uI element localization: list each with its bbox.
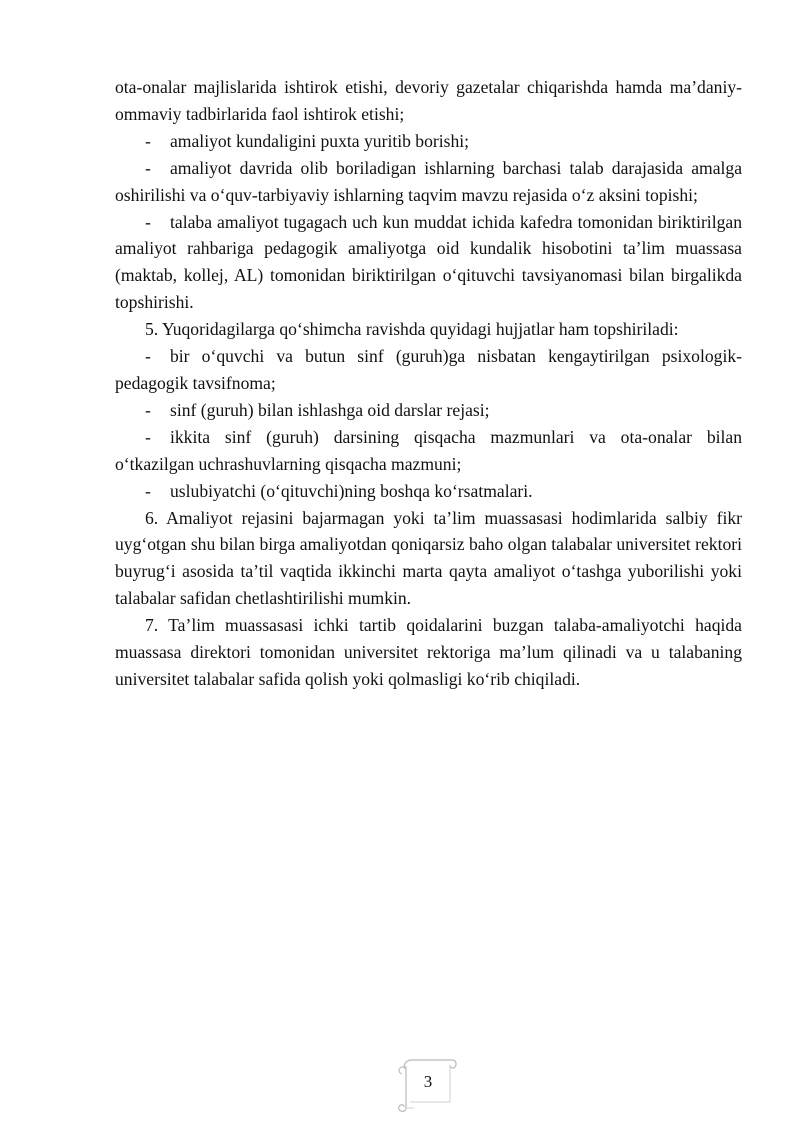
list-item [115, 128, 742, 155]
paragraph-text: 6. Amaliyot rejasini bajarmagan yoki ta’lim muassasasi hodimlarida salbiy fikr uyg‘otgan shu bilan birga amaliyotdan qoniqarsiz baho olgan talabalar universitet rektori buyrug‘i asosida ta’til vaqtida ikkinchi marta qayta amaliyot o‘tashga yuborilishi yoki talabalar safidan chetlashtirilishi mumkin. [115, 507, 742, 609]
list-item [115, 424, 742, 478]
dash-marker: - [145, 157, 151, 178]
list-item-text: talaba amaliyot tugagach uch kun muddat ichida kafedra tomonidan biriktirilgan amaliyot rahbariga pedagogik amaliyotga oid kundalik hisobotini ta’lim muassasa (maktab, kollej, AL) tomonidan biriktirilgan o‘qituvchi tavsiyanomasi bilan birgalikda topshirishi. [115, 211, 742, 313]
paragraph-text: 5. Yuqoridagilarga qo‘shimcha ravishda quyidagi hujjatlar ham topshiriladi: [145, 319, 679, 340]
page-footer [394, 1056, 458, 1114]
dash-marker: - [145, 130, 151, 151]
list-item-text: bir o‘quvchi va butun sinf (guruh)ga nisbatan kengaytirilgan psixologik-pedagogik tavsifnoma; [115, 346, 742, 393]
list-item-text: amaliyot davrida olib boriladigan ishlarning barchasi talab darajasida amalga oshirilishi va o‘quv-tarbiyaviy ishlarning taqvim mavzu rejasida o‘z aksini topishi; [115, 157, 742, 205]
document-body [115, 74, 742, 693]
dash-marker: - [145, 426, 151, 447]
numbered-paragraph-6 [115, 505, 742, 613]
list-item [115, 343, 742, 397]
list-item-text: amaliyot kundaligini puxta yuritib borishi; [170, 130, 470, 151]
list-item [115, 209, 742, 317]
list-item-text: ikkita sinf (guruh) darsining qisqacha mazmunlari va ota-onalar bilan o‘tkazilgan uchrashuvlarning qisqacha mazmuni; [115, 426, 742, 474]
list-item [115, 155, 742, 209]
page-number: 3 [423, 1072, 433, 1091]
list-item-text: sinf (guruh) bilan ishlashga oid darslar rejasi; [170, 399, 490, 420]
paragraph-text: 7. Ta’lim muassasasi ichki tartib qoidalarini buzgan talaba-amaliyotchi haqida muassasa direktori tomonidan universitet rektoriga ma’lum qilinadi va u talabaning universitet talabalar safida qolish yoki qolmasligi ko‘rib chiqiladi. [115, 615, 742, 689]
list-item-text: uslubiyatchi (o‘qituvchi)ning boshqa ko‘rsatmalari. [170, 480, 533, 501]
list-item [115, 397, 742, 424]
dash-marker: - [145, 480, 151, 501]
numbered-paragraph-5 [115, 316, 742, 343]
paragraph-1 [115, 74, 742, 128]
dash-marker: - [145, 399, 151, 420]
dash-marker: - [145, 211, 151, 232]
numbered-paragraph-7 [115, 612, 742, 693]
dash-marker: - [145, 346, 151, 367]
list-item [115, 478, 742, 505]
paragraph-text: ota-onalar majlislarida ishtirok etishi, devoriy gazetalar chiqarishda hamda ma’daniy-ommaviy tadbirlarida faol ishtirok etishi; [115, 77, 742, 124]
